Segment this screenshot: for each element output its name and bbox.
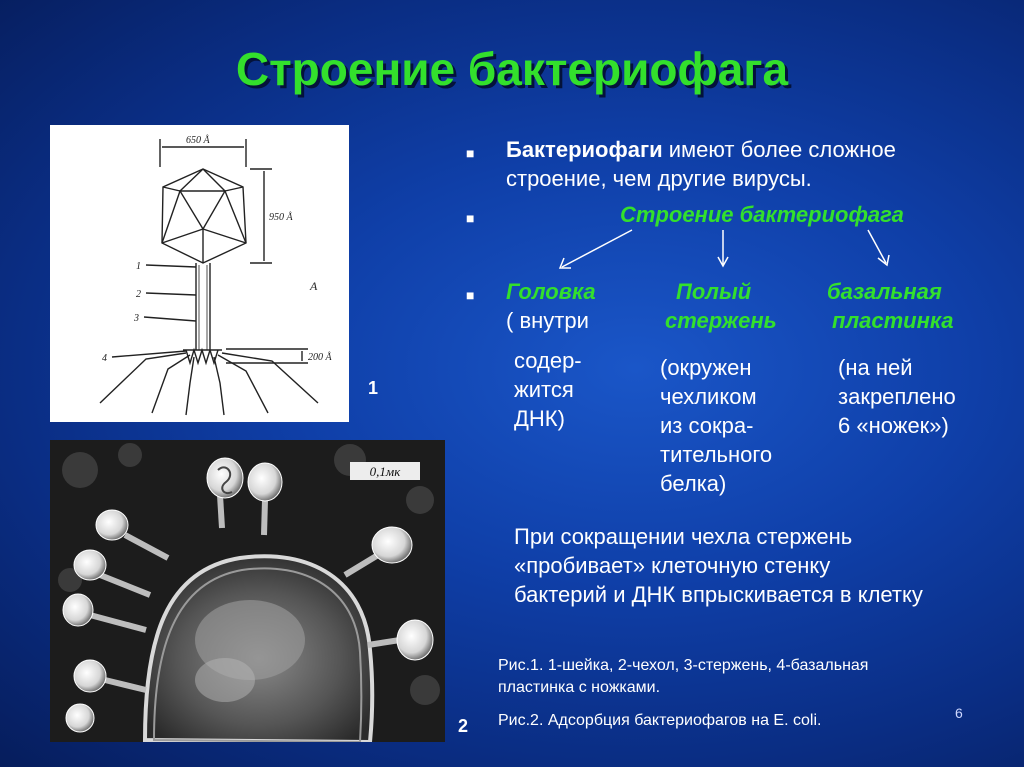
bullet-1-rest: имеют более сложное строение, чем другие вирусы. xyxy=(506,137,896,191)
bullet-marker-2: ■ xyxy=(466,210,475,226)
structure-heading: Строение бактериофага xyxy=(620,202,904,227)
desc-line: закреплено xyxy=(838,384,956,409)
micrograph-image xyxy=(50,440,445,742)
caption-figure-2: Рис.2. Адсорбция бактериофагов на E. coli. xyxy=(498,712,822,729)
figure-1-label: 1 xyxy=(368,378,379,398)
desc-line: содер- xyxy=(514,348,582,373)
dimension-height-label: 950 Å xyxy=(269,212,293,223)
structure-arrows xyxy=(540,225,900,275)
bullet-1-text xyxy=(506,135,976,193)
part-plate-name: базальная xyxy=(827,279,942,304)
page-number: 6 xyxy=(955,705,963,721)
phage-micrograph-figure xyxy=(50,440,445,742)
dimension-width-label: 650 Å xyxy=(186,135,210,146)
paragraph-line: «пробивает» клеточную стенку xyxy=(514,553,831,578)
phage-schematic-drawing xyxy=(50,125,349,422)
paragraph-line: При сокращении чехла стержень xyxy=(514,524,853,549)
desc-line: ДНК) xyxy=(514,406,565,431)
figure-letter: А xyxy=(310,279,318,293)
desc-line: чехликом xyxy=(660,384,757,409)
bullet-marker-3: ■ xyxy=(466,287,475,303)
desc-line: (окружен xyxy=(660,355,752,380)
bullet-1-term: Бактериофаги xyxy=(506,137,663,162)
part-label-3: 3 xyxy=(134,313,139,324)
part-rod-name-2: стержень xyxy=(665,308,777,333)
caption-figure-1 xyxy=(498,655,868,699)
desc-line: 6 «ножек») xyxy=(838,413,949,438)
part-head-description xyxy=(514,346,582,433)
part-rod-description xyxy=(660,353,772,498)
part-label-2: 2 xyxy=(136,289,141,300)
part-head-name: Головка xyxy=(506,279,596,304)
paragraph-line: бактерий и ДНК впрыскивается в клетку xyxy=(514,582,923,607)
caption-line: Рис.1. 1-шейка, 2-чехол, 3-стержень, 4-базальная xyxy=(498,657,869,674)
bullet-marker-1: ■ xyxy=(466,145,475,161)
part-label-4: 4 xyxy=(102,353,107,364)
part-plate-description xyxy=(838,353,956,440)
contraction-paragraph xyxy=(514,522,923,609)
part-label-1: 1 xyxy=(136,261,141,272)
part-rod-name: Полый xyxy=(676,279,752,304)
caption-line: пластинка с ножками. xyxy=(498,679,661,696)
desc-line: из сокра- xyxy=(660,413,754,438)
desc-line: жится xyxy=(514,377,574,402)
micrograph-scale-label: 0,1мк xyxy=(369,464,401,479)
part-head-note: ( внутри xyxy=(506,308,589,333)
desc-line: белка) xyxy=(660,471,727,496)
phage-schematic-figure xyxy=(50,125,349,422)
part-plate-name-2: пластинка xyxy=(832,308,954,333)
desc-line: (на ней xyxy=(838,355,913,380)
desc-line: тительного xyxy=(660,442,773,467)
dimension-base-label: 200 Å xyxy=(308,352,332,363)
figure-2-label: 2 xyxy=(458,716,469,736)
slide-title: Строение бактериофага xyxy=(235,43,789,95)
